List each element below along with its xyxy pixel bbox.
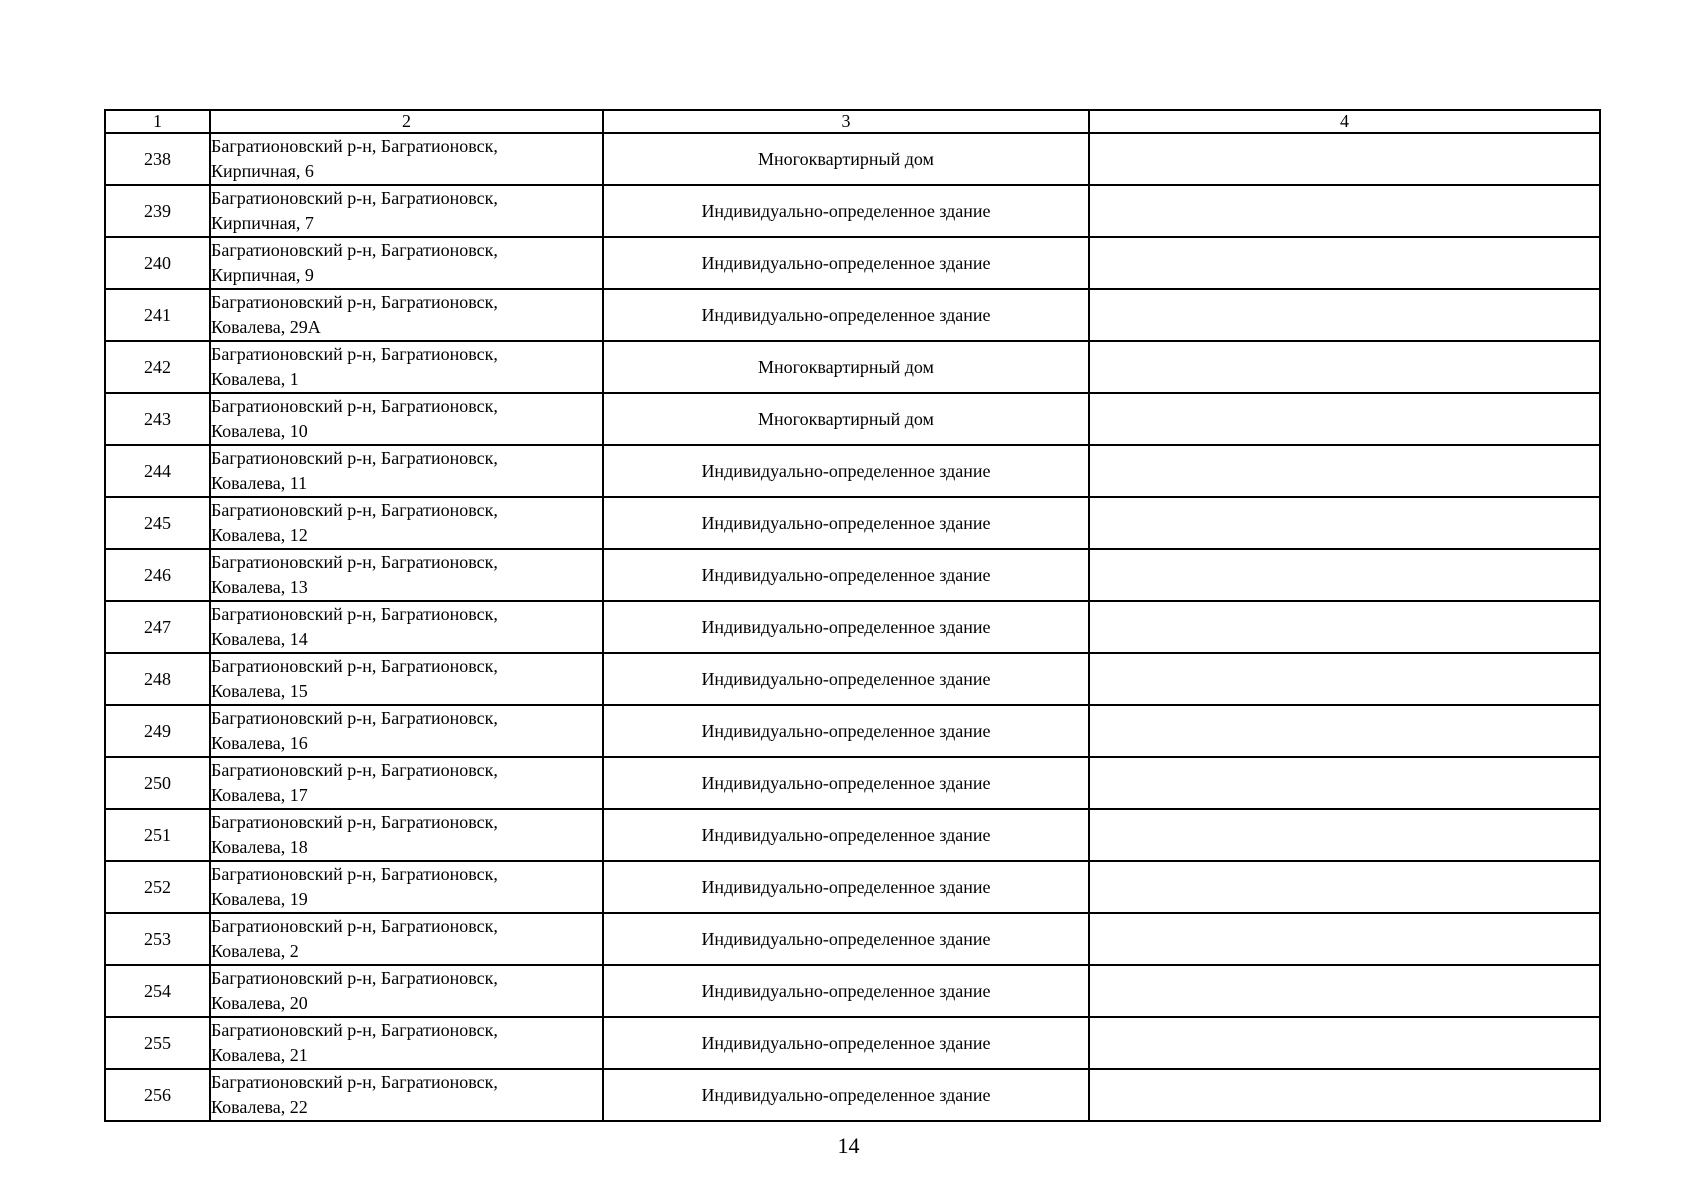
- row-number: 242: [105, 341, 210, 393]
- address-line-district: Багратионовский р-н, Багратионовск,: [211, 136, 498, 156]
- address-line-street: Ковалева, 22: [211, 1097, 308, 1117]
- address-line-district: Багратионовский р-н, Багратионовск,: [211, 968, 498, 988]
- address-cell: [210, 601, 603, 653]
- table-row: [105, 341, 1600, 393]
- column-4-cell: [1089, 705, 1600, 757]
- column-4-cell: [1089, 549, 1600, 601]
- address-line-district: Багратионовский р-н, Багратионовск,: [211, 500, 498, 520]
- table-row: [105, 757, 1600, 809]
- address-line-street: Ковалева, 29А: [211, 317, 321, 337]
- address-line-street: Ковалева, 16: [211, 733, 308, 753]
- address-cell: [210, 289, 603, 341]
- column-4-cell: [1089, 445, 1600, 497]
- building-type-cell: Индивидуально-определенное здание: [603, 861, 1089, 913]
- row-number: 240: [105, 237, 210, 289]
- table-row: [105, 965, 1600, 1017]
- table-row: [105, 653, 1600, 705]
- address-line-street: Ковалева, 10: [211, 421, 308, 441]
- building-type-cell: Многоквартирный дом: [603, 341, 1089, 393]
- address-line-district: Багратионовский р-н, Багратионовск,: [211, 916, 498, 936]
- building-type-cell: Индивидуально-определенное здание: [603, 185, 1089, 237]
- table-row: [105, 549, 1600, 601]
- address-line-district: Багратионовский р-н, Багратионовск,: [211, 188, 498, 208]
- address-cell: [210, 705, 603, 757]
- building-type-cell: Индивидуально-определенное здание: [603, 965, 1089, 1017]
- table-row: [105, 289, 1600, 341]
- table-row: [105, 1069, 1600, 1121]
- row-number: 252: [105, 861, 210, 913]
- row-number: 254: [105, 965, 210, 1017]
- address-line-street: Ковалева, 13: [211, 577, 308, 597]
- address-cell: [210, 497, 603, 549]
- table-row: [105, 393, 1600, 445]
- column-4-cell: [1089, 341, 1600, 393]
- row-number: 246: [105, 549, 210, 601]
- row-number: 249: [105, 705, 210, 757]
- row-number: 245: [105, 497, 210, 549]
- table-row: [105, 705, 1600, 757]
- column-4-cell: [1089, 497, 1600, 549]
- address-cell: [210, 861, 603, 913]
- address-cell: [210, 237, 603, 289]
- address-line-street: Ковалева, 20: [211, 993, 308, 1013]
- table-row: [105, 1017, 1600, 1069]
- address-cell: [210, 1069, 603, 1121]
- row-number: 244: [105, 445, 210, 497]
- address-line-district: Багратионовский р-н, Багратионовск,: [211, 708, 498, 728]
- address-line-street: Ковалева, 12: [211, 525, 308, 545]
- address-cell: [210, 809, 603, 861]
- column-4-cell: [1089, 133, 1600, 185]
- address-cell: [210, 913, 603, 965]
- column-4-cell: [1089, 861, 1600, 913]
- column-number-row: [105, 110, 1600, 133]
- address-line-street: Ковалева, 1: [211, 369, 299, 389]
- address-cell: [210, 757, 603, 809]
- row-number: 247: [105, 601, 210, 653]
- address-line-district: Багратионовский р-н, Багратионовск,: [211, 448, 498, 468]
- column-4-cell: [1089, 913, 1600, 965]
- row-number: 251: [105, 809, 210, 861]
- address-cell: [210, 393, 603, 445]
- address-line-district: Багратионовский р-н, Багратионовск,: [211, 864, 498, 884]
- table-row: [105, 237, 1600, 289]
- address-line-district: Багратионовский р-н, Багратионовск,: [211, 240, 498, 260]
- address-line-district: Багратионовский р-н, Багратионовск,: [211, 604, 498, 624]
- table-row: [105, 809, 1600, 861]
- column-4-cell: [1089, 965, 1600, 1017]
- column-4-cell: [1089, 757, 1600, 809]
- column-4-cell: [1089, 1069, 1600, 1121]
- address-line-street: Кирпичная, 7: [211, 213, 314, 233]
- row-number: 238: [105, 133, 210, 185]
- address-cell: [210, 185, 603, 237]
- building-type-cell: Индивидуально-определенное здание: [603, 705, 1089, 757]
- address-line-district: Багратионовский р-н, Багратионовск,: [211, 292, 498, 312]
- building-type-cell: Многоквартирный дом: [603, 393, 1089, 445]
- address-line-district: Багратионовский р-н, Багратионовск,: [211, 344, 498, 364]
- address-line-street: Кирпичная, 9: [211, 265, 314, 285]
- column-4-cell: [1089, 809, 1600, 861]
- address-cell: [210, 965, 603, 1017]
- building-type-cell: Индивидуально-определенное здание: [603, 653, 1089, 705]
- page-number: 14: [837, 1133, 860, 1158]
- building-type-cell: Индивидуально-определенное здание: [603, 757, 1089, 809]
- address-line-street: Ковалева, 14: [211, 629, 308, 649]
- column-header-1: 1: [105, 110, 210, 133]
- building-type-cell: Индивидуально-определенное здание: [603, 1017, 1089, 1069]
- column-4-cell: [1089, 393, 1600, 445]
- address-cell: [210, 549, 603, 601]
- address-line-street: Кирпичная, 6: [211, 161, 314, 181]
- column-4-cell: [1089, 289, 1600, 341]
- building-type-cell: Индивидуально-определенное здание: [603, 237, 1089, 289]
- column-4-cell: [1089, 601, 1600, 653]
- row-number: 256: [105, 1069, 210, 1121]
- building-type-cell: Индивидуально-определенное здание: [603, 601, 1089, 653]
- address-line-district: Багратионовский р-н, Багратионовск,: [211, 396, 498, 416]
- table-row: [105, 861, 1600, 913]
- address-cell: [210, 133, 603, 185]
- address-cell: [210, 1017, 603, 1069]
- column-header-4: 4: [1089, 110, 1600, 133]
- table-row: [105, 133, 1600, 185]
- row-number: 241: [105, 289, 210, 341]
- address-line-district: Багратионовский р-н, Багратионовск,: [211, 656, 498, 676]
- row-number: 255: [105, 1017, 210, 1069]
- table-row: [105, 445, 1600, 497]
- registry-table-body: [105, 110, 1600, 1121]
- row-number: 239: [105, 185, 210, 237]
- column-4-cell: [1089, 1017, 1600, 1069]
- building-type-cell: Индивидуально-определенное здание: [603, 809, 1089, 861]
- address-line-street: Ковалева, 21: [211, 1045, 308, 1065]
- address-line-district: Багратионовский р-н, Багратионовск,: [211, 1020, 498, 1040]
- building-type-cell: Индивидуально-определенное здание: [603, 913, 1089, 965]
- address-line-district: Багратионовский р-н, Багратионовск,: [211, 552, 498, 572]
- building-type-cell: Индивидуально-определенное здание: [603, 445, 1089, 497]
- column-4-cell: [1089, 653, 1600, 705]
- row-number: 248: [105, 653, 210, 705]
- table-row: [105, 185, 1600, 237]
- registry-sheet: [104, 109, 1599, 1122]
- building-type-cell: Многоквартирный дом: [603, 133, 1089, 185]
- address-line-street: Ковалева, 17: [211, 785, 308, 805]
- column-4-cell: [1089, 237, 1600, 289]
- address-line-district: Багратионовский р-н, Багратионовск,: [211, 1072, 498, 1092]
- address-line-district: Багратионовский р-н, Багратионовск,: [211, 812, 498, 832]
- address-line-street: Ковалева, 19: [211, 889, 308, 909]
- column-header-2: 2: [210, 110, 603, 133]
- building-type-cell: Индивидуально-определенное здание: [603, 289, 1089, 341]
- address-cell: [210, 341, 603, 393]
- address-cell: [210, 445, 603, 497]
- address-line-street: Ковалева, 18: [211, 837, 308, 857]
- row-number: 250: [105, 757, 210, 809]
- table-row: [105, 497, 1600, 549]
- row-number: 253: [105, 913, 210, 965]
- building-type-cell: Индивидуально-определенное здание: [603, 549, 1089, 601]
- address-line-district: Багратионовский р-н, Багратионовск,: [211, 760, 498, 780]
- column-header-3: 3: [603, 110, 1089, 133]
- column-4-cell: [1089, 185, 1600, 237]
- building-type-cell: Индивидуально-определенное здание: [603, 1069, 1089, 1121]
- address-line-street: Ковалева, 15: [211, 681, 308, 701]
- address-line-street: Ковалева, 2: [211, 941, 299, 961]
- address-cell: [210, 653, 603, 705]
- registry-table: [104, 109, 1601, 1122]
- row-number: 243: [105, 393, 210, 445]
- building-type-cell: Индивидуально-определенное здание: [603, 497, 1089, 549]
- table-row: [105, 913, 1600, 965]
- table-row: [105, 601, 1600, 653]
- address-line-street: Ковалева, 11: [211, 473, 308, 493]
